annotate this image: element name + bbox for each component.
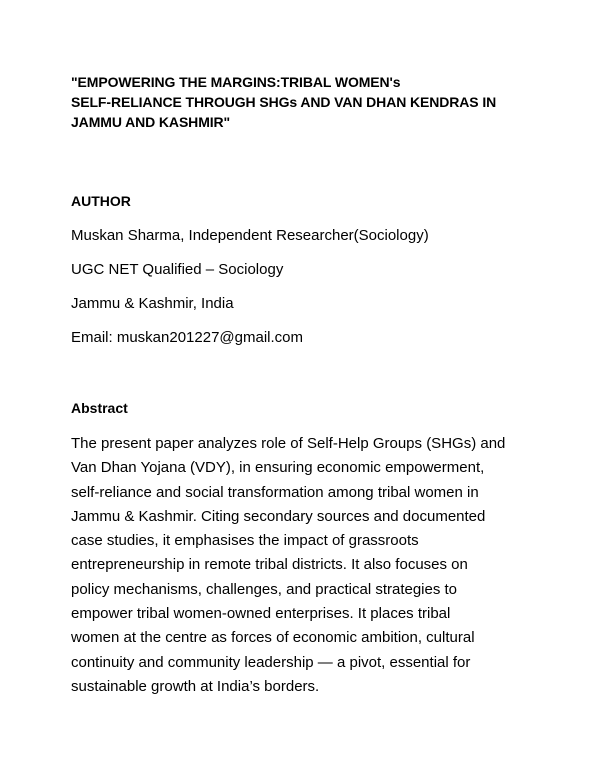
author-heading: AUTHOR [71, 193, 131, 209]
abstract-line: sustainable growth at India’s borders. [71, 677, 320, 695]
title-line: "EMPOWERING THE MARGINS:TRIBAL WOMEN's [71, 74, 401, 90]
title-line: SELF-RELIANCE THROUGH SHGs AND VAN DHAN KENDRAS IN [71, 94, 497, 110]
abstract-text [71, 432, 541, 699]
author-email: Email: muskan201227@gmail.com [71, 329, 303, 346]
abstract-line: case studies, it emphasises the impact of grassroots [71, 532, 419, 550]
abstract-line: women at the centre as forces of economic ambition, cultural [71, 629, 475, 647]
author-qualification: UGC NET Qualified – Sociology [71, 261, 284, 278]
abstract-heading: Abstract [71, 400, 128, 416]
abstract-line: Van Dhan Yojana (VDY), in ensuring economic empowerment, [71, 459, 485, 477]
abstract-line: empower tribal women-owned enterprises. It places tribal [71, 605, 451, 623]
title-line: JAMMU AND KASHMIR" [71, 114, 231, 130]
abstract-line: policy mechanisms, challenges, and practical strategies to [71, 580, 458, 598]
author-location: Jammu & Kashmir, India [71, 295, 234, 312]
author-name: Muskan Sharma, Independent Researcher(Sociology) [71, 227, 429, 244]
abstract-line: Jammu & Kashmir. Citing secondary sources and documented [71, 507, 486, 525]
abstract-line: continuity and community leadership — a pivot, essential for [71, 653, 471, 671]
paper-title [71, 72, 571, 132]
abstract-line: entrepreneurship in remote tribal districts. It also focuses on [71, 556, 468, 574]
abstract-line: The present paper analyzes role of Self-Help Groups (SHGs) and [71, 435, 506, 452]
abstract-line: self-reliance and social transformation among tribal women in [71, 483, 479, 501]
